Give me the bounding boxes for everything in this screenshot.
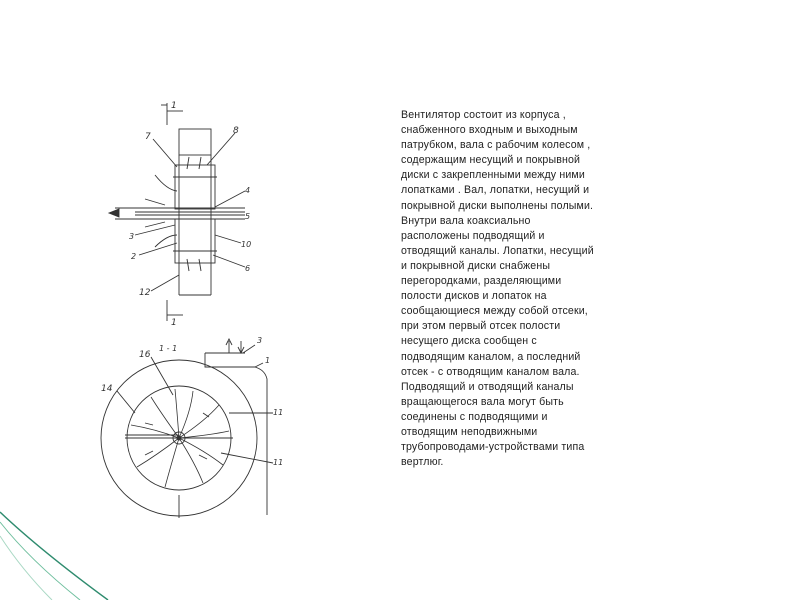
label-part-3-left: 3 (129, 232, 135, 241)
description-line: Вентилятор состоит из корпуса , (401, 109, 566, 121)
label-part-11-a: 11 (273, 408, 284, 417)
description-line: содержащим несущий и покрывной (401, 154, 581, 167)
description-line: несущего диска сообщен с (401, 335, 537, 348)
description-line: покрывной диски выполнены полыми. (401, 199, 594, 212)
label-part-1: 1 (265, 356, 271, 365)
label-part-6: 6 (245, 264, 251, 273)
description-line: отводящим неподвижными (401, 425, 538, 438)
description-line: сообщающиеся между собой отсеки, (401, 305, 588, 318)
fan-technical-drawing (95, 95, 305, 525)
description-line: перегородками, разделяющими (401, 275, 562, 288)
description-line: Внутри вала коаксиально (401, 214, 531, 227)
corner-curve-3 (0, 536, 52, 600)
description-line: отсек - с отводящим каналом вала. (401, 365, 580, 378)
label-part-16: 16 (139, 350, 151, 360)
description-line: снабженного входным и выходным (401, 124, 578, 137)
description-line: и покрывной диски снабжены (401, 259, 551, 272)
label-part-3-top: 3 (257, 336, 263, 345)
description-line: вертлюг. (401, 456, 444, 469)
label-part-8: 8 (233, 126, 239, 136)
label-part-10: 10 (241, 240, 252, 249)
label-part-5: 5 (245, 212, 251, 221)
label-section-bottom: 1 (171, 318, 177, 328)
description-line: трубопроводами-устройствами типа (401, 441, 585, 454)
label-part-7: 7 (145, 132, 151, 142)
description-line: вращающегося вала могут быть (401, 395, 564, 408)
corner-curve-1 (0, 512, 108, 600)
corner-curve-2 (0, 522, 80, 600)
description-line: расположены подводящий и (401, 229, 545, 242)
label-part-12: 12 (139, 288, 151, 298)
label-part-2: 2 (131, 252, 137, 261)
description-line: соединены с подводящими и (401, 410, 548, 423)
description-line: патрубком, вала с рабочим колесом , (401, 139, 591, 152)
description-line: лопатками . Вал, лопатки, несущий и (401, 184, 590, 197)
axial-section-view (109, 103, 245, 321)
description-line: Подводящий и отводящий каналы (401, 380, 574, 393)
label-section-title: 1 - 1 (159, 344, 178, 353)
section-1-1-view (101, 339, 273, 518)
description-text (401, 108, 653, 470)
description-line: полости дисков и лопаток на (401, 290, 547, 303)
label-part-14: 14 (101, 384, 113, 394)
description-line: диски с закрепленными между ними (401, 169, 585, 182)
description-line: подводящим каналом, а последний (401, 350, 581, 363)
label-part-4: 4 (245, 186, 251, 195)
description-line: при этом первый отсек полости (401, 320, 561, 333)
label-section-top: 1 (171, 101, 177, 111)
description-line: отводящий каналы. Лопатки, несущий (401, 244, 594, 257)
label-part-11-b: 11 (273, 458, 284, 467)
